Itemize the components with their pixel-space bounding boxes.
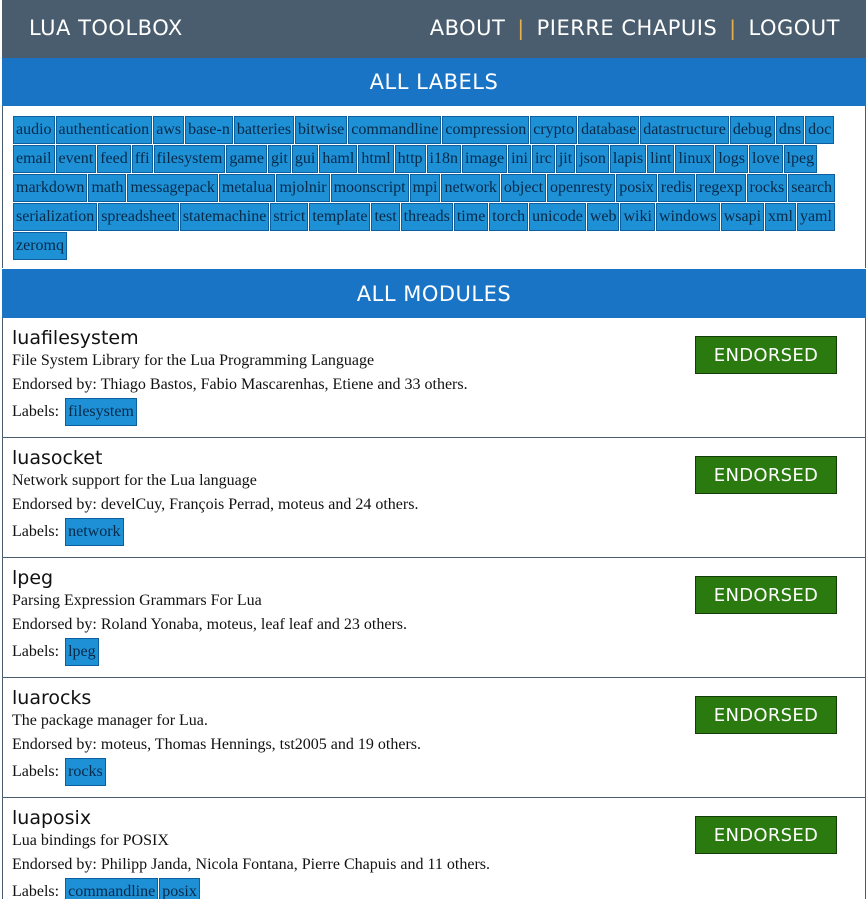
module-labels bbox=[12, 398, 865, 426]
labels-prefix: Labels: bbox=[12, 763, 60, 780]
module-endorsers: Endorsed by: Philipp Janda, Nicola Fontana, Pierre Chapuis and 11 others. bbox=[12, 856, 490, 873]
label-tag-threads[interactable]: threads bbox=[401, 203, 453, 231]
label-tag-wsapi[interactable]: wsapi bbox=[721, 203, 764, 231]
label-tag-ffi[interactable]: ffi bbox=[132, 145, 153, 173]
all-modules-header bbox=[2, 269, 866, 318]
module-label-tag[interactable]: rocks bbox=[65, 758, 106, 786]
label-tag-openresty[interactable]: openresty bbox=[547, 174, 615, 202]
label-tag-email[interactable]: email bbox=[13, 145, 55, 173]
top-navbar bbox=[2, 0, 866, 58]
label-tag-wiki[interactable]: wiki bbox=[620, 203, 654, 231]
label-tag-metalua[interactable]: metalua bbox=[219, 174, 276, 202]
all-modules-title: ALL MODULES bbox=[356, 281, 512, 306]
module-description: The package manager for Lua. bbox=[12, 712, 208, 729]
label-tag-love[interactable]: love bbox=[749, 145, 783, 173]
module-label-tag[interactable]: commandline bbox=[65, 878, 158, 899]
label-tag-xml[interactable]: xml bbox=[765, 203, 796, 231]
module-name-link[interactable]: luarocks bbox=[12, 687, 92, 709]
label-tag-unicode[interactable]: unicode bbox=[529, 203, 586, 231]
module-labels bbox=[12, 638, 865, 666]
module-name-link[interactable]: luafilesystem bbox=[12, 327, 139, 349]
nav-logout-link[interactable]: LOGOUT bbox=[748, 16, 840, 40]
label-tag-time[interactable]: time bbox=[454, 203, 488, 231]
module-description: Lua bindings for POSIX bbox=[12, 832, 169, 849]
module-description: File System Library for the Lua Programming Language bbox=[12, 352, 375, 369]
module-endorsers: Endorsed by: Thiago Bastos, Fabio Mascarenhas, Etiene and 33 others. bbox=[12, 376, 468, 393]
module-labels bbox=[12, 758, 865, 786]
label-tag-zeromq[interactable]: zeromq bbox=[13, 232, 67, 260]
label-tag-moonscript[interactable]: moonscript bbox=[331, 174, 409, 202]
endorsed-button[interactable]: ENDORSED bbox=[695, 816, 837, 854]
label-tag-lint[interactable]: lint bbox=[647, 145, 674, 173]
module-row bbox=[2, 318, 866, 438]
top-nav bbox=[430, 16, 840, 40]
label-tag-web[interactable]: web bbox=[587, 203, 620, 231]
module-list bbox=[2, 318, 866, 899]
endorsed-button[interactable]: ENDORSED bbox=[695, 456, 837, 494]
label-tag-regexp[interactable]: regexp bbox=[696, 174, 746, 202]
endorsed-button[interactable]: ENDORSED bbox=[695, 696, 837, 734]
labels-prefix: Labels: bbox=[12, 523, 60, 540]
label-tag-mjolnir[interactable]: mjolnir bbox=[276, 174, 329, 202]
brand-link[interactable]: LUA TOOLBOX bbox=[29, 16, 183, 40]
label-tag-event[interactable]: event bbox=[56, 145, 97, 173]
label-tag-torch[interactable]: torch bbox=[489, 203, 528, 231]
label-tag-math[interactable]: math bbox=[88, 174, 126, 202]
nav-separator: | bbox=[517, 16, 525, 40]
module-label-tag[interactable]: posix bbox=[159, 878, 200, 899]
label-tag-batteries[interactable]: batteries bbox=[234, 116, 294, 144]
label-tag-feed[interactable]: feed bbox=[97, 145, 131, 173]
label-tag-gui[interactable]: gui bbox=[292, 145, 318, 173]
module-labels bbox=[12, 878, 865, 899]
module-endorsers: Endorsed by: Roland Yonaba, moteus, leaf leaf and 23 others. bbox=[12, 616, 408, 633]
module-row bbox=[2, 678, 866, 798]
label-tag-haml[interactable]: haml bbox=[319, 145, 357, 173]
module-row bbox=[2, 558, 866, 678]
label-tag-mpi[interactable]: mpi bbox=[410, 174, 441, 202]
label-tag-database[interactable]: database bbox=[578, 116, 639, 144]
label-tag-image[interactable]: image bbox=[462, 145, 507, 173]
endorsed-button[interactable]: ENDORSED bbox=[695, 576, 837, 614]
labels-prefix: Labels: bbox=[12, 643, 60, 660]
module-description: Parsing Expression Grammars For Lua bbox=[12, 592, 262, 609]
label-tag-datastructure[interactable]: datastructure bbox=[640, 116, 729, 144]
label-tag-dns[interactable]: dns bbox=[776, 116, 804, 144]
module-endorsers: Endorsed by: moteus, Thomas Hennings, tst2005 and 19 others. bbox=[12, 736, 421, 753]
label-tag-commandline[interactable]: commandline bbox=[348, 116, 441, 144]
label-tag-template[interactable]: template bbox=[309, 203, 370, 231]
label-tag-linux[interactable]: linux bbox=[675, 145, 714, 173]
label-tag-i18n[interactable]: i18n bbox=[427, 145, 461, 173]
label-tag-yaml[interactable]: yaml bbox=[797, 203, 835, 231]
module-label-tag[interactable]: lpeg bbox=[65, 638, 99, 666]
label-tag-messagepack[interactable]: messagepack bbox=[127, 174, 217, 202]
label-tag-compression[interactable]: compression bbox=[442, 116, 529, 144]
module-label-tag[interactable]: network bbox=[65, 518, 123, 546]
label-tag-markdown[interactable]: markdown bbox=[13, 174, 87, 202]
label-tag-git[interactable]: git bbox=[268, 145, 291, 173]
label-tag-base-n[interactable]: base-n bbox=[185, 116, 233, 144]
label-tag-json[interactable]: json bbox=[576, 145, 609, 173]
nav-separator: | bbox=[729, 16, 737, 40]
label-tag-doc[interactable]: doc bbox=[805, 116, 834, 144]
nav-user-link[interactable]: PIERRE CHAPUIS bbox=[536, 16, 718, 40]
label-tag-serialization[interactable]: serialization bbox=[13, 203, 97, 231]
label-tag-lapis[interactable]: lapis bbox=[610, 145, 646, 173]
label-tag-jit[interactable]: jit bbox=[556, 145, 575, 173]
module-endorsers: Endorsed by: develCuy, François Perrad, moteus and 24 others. bbox=[12, 496, 419, 513]
label-tag-search[interactable]: search bbox=[788, 174, 835, 202]
label-tag-irc[interactable]: irc bbox=[532, 145, 555, 173]
label-tag-audio[interactable]: audio bbox=[13, 116, 55, 144]
label-tag-lpeg[interactable]: lpeg bbox=[784, 145, 818, 173]
module-name-link[interactable]: luaposix bbox=[12, 807, 92, 829]
nav-about-link[interactable]: ABOUT bbox=[429, 16, 506, 40]
module-row bbox=[2, 798, 866, 899]
label-tag-strict[interactable]: strict bbox=[270, 203, 308, 231]
label-tag-debug[interactable]: debug bbox=[730, 116, 775, 144]
module-description: Network support for the Lua language bbox=[12, 472, 257, 489]
label-tag-object[interactable]: object bbox=[501, 174, 546, 202]
label-tag-test[interactable]: test bbox=[371, 203, 399, 231]
label-tag-crypto[interactable]: crypto bbox=[530, 116, 577, 144]
label-tag-html[interactable]: html bbox=[358, 145, 393, 173]
label-tag-ini[interactable]: ini bbox=[508, 145, 531, 173]
labels-panel bbox=[2, 106, 866, 268]
label-tag-game[interactable]: game bbox=[226, 145, 267, 173]
all-labels-title: ALL LABELS bbox=[369, 70, 499, 94]
label-tag-posix[interactable]: posix bbox=[616, 174, 657, 202]
module-name-link[interactable]: lpeg bbox=[12, 567, 54, 589]
module-row bbox=[2, 438, 866, 558]
module-label-tag[interactable]: filesystem bbox=[65, 398, 137, 426]
labels-prefix: Labels: bbox=[12, 883, 60, 899]
endorsed-button[interactable]: ENDORSED bbox=[695, 336, 837, 374]
label-tag-rocks[interactable]: rocks bbox=[747, 174, 788, 202]
label-tag-authentication[interactable]: authentication bbox=[56, 116, 153, 144]
label-tag-logs[interactable]: logs bbox=[715, 145, 748, 173]
module-name-link[interactable]: luasocket bbox=[12, 447, 103, 469]
module-labels bbox=[12, 518, 865, 546]
label-tag-redis[interactable]: redis bbox=[658, 174, 695, 202]
label-tag-http[interactable]: http bbox=[395, 145, 426, 173]
label-tag-network[interactable]: network bbox=[441, 174, 499, 202]
label-tag-spreadsheet[interactable]: spreadsheet bbox=[98, 203, 179, 231]
label-tag-aws[interactable]: aws bbox=[153, 116, 184, 144]
label-tag-windows[interactable]: windows bbox=[656, 203, 720, 231]
label-tag-bitwise[interactable]: bitwise bbox=[295, 116, 347, 144]
label-cloud bbox=[13, 116, 859, 261]
all-labels-header bbox=[2, 58, 866, 106]
label-tag-statemachine[interactable]: statemachine bbox=[180, 203, 270, 231]
labels-prefix: Labels: bbox=[12, 403, 60, 420]
label-tag-filesystem[interactable]: filesystem bbox=[154, 145, 226, 173]
